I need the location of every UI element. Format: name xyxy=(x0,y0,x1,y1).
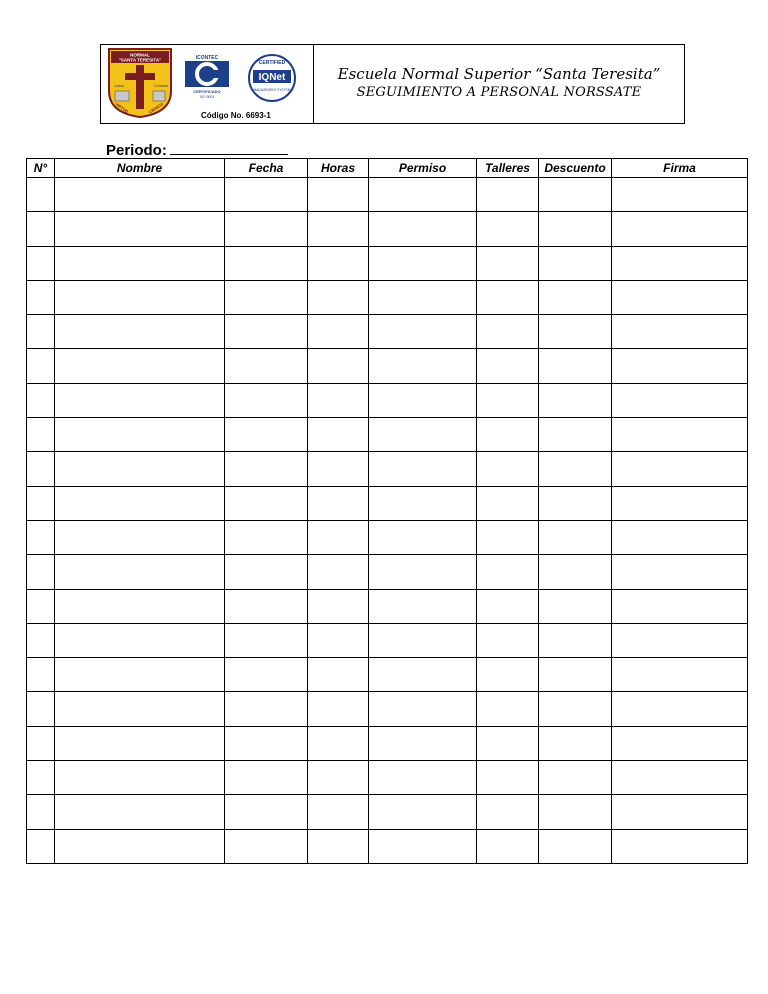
table-row xyxy=(27,212,748,246)
cell-permiso[interactable] xyxy=(369,178,477,212)
cell-descuento[interactable] xyxy=(539,212,612,246)
cell-permiso[interactable] xyxy=(369,246,477,280)
cell-horas[interactable] xyxy=(308,795,369,829)
cell-fecha[interactable] xyxy=(225,761,308,795)
table-row xyxy=(27,418,748,452)
cell-firma[interactable] xyxy=(612,520,748,554)
table-row xyxy=(27,520,748,554)
shield-line2: "SANTA TERESITA" xyxy=(118,57,162,63)
cell-horas[interactable] xyxy=(308,383,369,417)
cell-numero[interactable] xyxy=(27,761,55,795)
periodo-label: Periodo: xyxy=(106,142,167,159)
cell-firma[interactable] xyxy=(612,349,748,383)
cell-permiso[interactable] xyxy=(369,486,477,520)
cell-horas[interactable] xyxy=(308,658,369,692)
cell-nombre[interactable] xyxy=(55,520,225,554)
cell-firma[interactable] xyxy=(612,829,748,863)
cell-talleres[interactable] xyxy=(477,555,539,589)
cell-horas[interactable] xyxy=(308,349,369,383)
cell-nombre[interactable] xyxy=(55,555,225,589)
cell-horas[interactable] xyxy=(308,246,369,280)
cell-descuento[interactable] xyxy=(539,246,612,280)
cell-horas[interactable] xyxy=(308,829,369,863)
table-row xyxy=(27,349,748,383)
table-row xyxy=(27,178,748,212)
tracking-table xyxy=(26,158,748,864)
cell-numero[interactable] xyxy=(27,658,55,692)
shield-motto-right: CIENCIA xyxy=(147,101,165,115)
periodo-field xyxy=(106,140,288,159)
cell-numero[interactable] xyxy=(27,349,55,383)
cell-fecha[interactable] xyxy=(225,486,308,520)
cell-descuento[interactable] xyxy=(539,795,612,829)
logo-area xyxy=(101,45,314,123)
table-row xyxy=(27,589,748,623)
cell-talleres[interactable] xyxy=(477,280,539,314)
cell-descuento[interactable] xyxy=(539,589,612,623)
cell-permiso[interactable] xyxy=(369,795,477,829)
document-code: Código No. 6693-1 xyxy=(201,111,271,120)
cell-talleres[interactable] xyxy=(477,246,539,280)
cell-descuento[interactable] xyxy=(539,178,612,212)
cell-fecha[interactable] xyxy=(225,178,308,212)
table-row xyxy=(27,623,748,657)
table-row xyxy=(27,246,748,280)
cell-descuento[interactable] xyxy=(539,520,612,554)
cell-horas[interactable] xyxy=(308,418,369,452)
cell-fecha[interactable] xyxy=(225,212,308,246)
cell-numero[interactable] xyxy=(27,829,55,863)
cell-talleres[interactable] xyxy=(477,452,539,486)
cell-permiso[interactable] xyxy=(369,761,477,795)
cell-nombre[interactable] xyxy=(55,692,225,726)
table-row xyxy=(27,658,748,692)
cell-numero[interactable] xyxy=(27,315,55,349)
cell-nombre[interactable] xyxy=(55,589,225,623)
cell-firma[interactable] xyxy=(612,761,748,795)
col-header-firma: Firma xyxy=(612,159,748,178)
title-area xyxy=(314,45,684,123)
cell-firma[interactable] xyxy=(612,315,748,349)
cell-descuento[interactable] xyxy=(539,623,612,657)
cell-horas[interactable] xyxy=(308,726,369,760)
cell-fecha[interactable] xyxy=(225,520,308,554)
cell-fecha[interactable] xyxy=(225,452,308,486)
cell-descuento[interactable] xyxy=(539,726,612,760)
col-header-descuento: Descuento xyxy=(539,159,612,178)
table-row xyxy=(27,486,748,520)
cell-nombre[interactable] xyxy=(55,178,225,212)
cell-permiso[interactable] xyxy=(369,726,477,760)
cell-talleres[interactable] xyxy=(477,761,539,795)
col-header-numero: N° xyxy=(27,159,55,178)
cell-descuento[interactable] xyxy=(539,829,612,863)
iqnet-bottom: MANAGEMENT SYSTEM xyxy=(253,88,291,92)
cell-horas[interactable] xyxy=(308,589,369,623)
cell-numero[interactable] xyxy=(27,486,55,520)
cell-nombre[interactable] xyxy=(55,383,225,417)
cell-descuento[interactable] xyxy=(539,486,612,520)
iqnet-logo xyxy=(241,53,303,103)
cell-talleres[interactable] xyxy=(477,692,539,726)
cell-firma[interactable] xyxy=(612,589,748,623)
cell-fecha[interactable] xyxy=(225,246,308,280)
cell-descuento[interactable] xyxy=(539,658,612,692)
cell-permiso[interactable] xyxy=(369,383,477,417)
cell-firma[interactable] xyxy=(612,383,748,417)
cell-horas[interactable] xyxy=(308,212,369,246)
shield-line1: NORMAL xyxy=(130,52,150,58)
cell-permiso[interactable] xyxy=(369,623,477,657)
cell-numero[interactable] xyxy=(27,246,55,280)
icontec-top: ICONTEC xyxy=(195,55,219,61)
cell-talleres[interactable] xyxy=(477,829,539,863)
cell-fecha[interactable] xyxy=(225,418,308,452)
cell-talleres[interactable] xyxy=(477,623,539,657)
school-shield-logo xyxy=(107,47,173,119)
cell-fecha[interactable] xyxy=(225,383,308,417)
cell-permiso[interactable] xyxy=(369,829,477,863)
table-row xyxy=(27,692,748,726)
cell-nombre[interactable] xyxy=(55,452,225,486)
cell-permiso[interactable] xyxy=(369,658,477,692)
cell-descuento[interactable] xyxy=(539,555,612,589)
cell-horas[interactable] xyxy=(308,692,369,726)
cell-numero[interactable] xyxy=(27,383,55,417)
shield-motto-left: VIRTUD xyxy=(114,101,130,115)
cell-descuento[interactable] xyxy=(539,418,612,452)
cell-horas[interactable] xyxy=(308,623,369,657)
cell-horas[interactable] xyxy=(308,178,369,212)
cell-firma[interactable] xyxy=(612,452,748,486)
cell-permiso[interactable] xyxy=(369,315,477,349)
cell-descuento[interactable] xyxy=(539,761,612,795)
cell-horas[interactable] xyxy=(308,520,369,554)
cell-permiso[interactable] xyxy=(369,280,477,314)
icontec-logo xyxy=(181,53,233,99)
cell-talleres[interactable] xyxy=(477,520,539,554)
cell-firma[interactable] xyxy=(612,555,748,589)
cell-nombre[interactable] xyxy=(55,246,225,280)
col-header-horas: Horas xyxy=(308,159,369,178)
cell-fecha[interactable] xyxy=(225,280,308,314)
cell-numero[interactable] xyxy=(27,520,55,554)
cell-talleres[interactable] xyxy=(477,795,539,829)
cell-numero[interactable] xyxy=(27,692,55,726)
table-row xyxy=(27,795,748,829)
cell-fecha[interactable] xyxy=(225,829,308,863)
shield-left-word: Lorica xyxy=(114,84,124,88)
cell-fecha[interactable] xyxy=(225,692,308,726)
cell-nombre[interactable] xyxy=(55,349,225,383)
cell-nombre[interactable] xyxy=(55,418,225,452)
col-header-nombre: Nombre xyxy=(55,159,225,178)
iqnet-top: CERTIFIED xyxy=(258,60,286,66)
school-name: Escuela Normal Superior “Santa Teresita” xyxy=(337,65,661,83)
document-header xyxy=(100,44,685,124)
cell-talleres[interactable] xyxy=(477,178,539,212)
cell-firma[interactable] xyxy=(612,280,748,314)
cell-firma[interactable] xyxy=(612,623,748,657)
cell-nombre[interactable] xyxy=(55,795,225,829)
cell-descuento[interactable] xyxy=(539,452,612,486)
cell-firma[interactable] xyxy=(612,692,748,726)
cell-numero[interactable] xyxy=(27,795,55,829)
cell-talleres[interactable] xyxy=(477,726,539,760)
cell-fecha[interactable] xyxy=(225,623,308,657)
cell-numero[interactable] xyxy=(27,726,55,760)
iqnet-name: IQNet xyxy=(258,72,286,83)
cell-nombre[interactable] xyxy=(55,726,225,760)
cell-firma[interactable] xyxy=(612,418,748,452)
cell-nombre[interactable] xyxy=(55,212,225,246)
cell-fecha[interactable] xyxy=(225,726,308,760)
cell-nombre[interactable] xyxy=(55,280,225,314)
cell-permiso[interactable] xyxy=(369,418,477,452)
cell-talleres[interactable] xyxy=(477,589,539,623)
cell-permiso[interactable] xyxy=(369,692,477,726)
cell-firma[interactable] xyxy=(612,658,748,692)
table-row xyxy=(27,555,748,589)
cell-numero[interactable] xyxy=(27,212,55,246)
cell-firma[interactable] xyxy=(612,212,748,246)
cell-nombre[interactable] xyxy=(55,623,225,657)
cell-firma[interactable] xyxy=(612,726,748,760)
cell-descuento[interactable] xyxy=(539,692,612,726)
cell-numero[interactable] xyxy=(27,555,55,589)
cell-nombre[interactable] xyxy=(55,829,225,863)
table-header-row xyxy=(27,159,748,178)
col-header-talleres: Talleres xyxy=(477,159,539,178)
cell-numero[interactable] xyxy=(27,589,55,623)
cell-talleres[interactable] xyxy=(477,315,539,349)
table-row xyxy=(27,452,748,486)
cell-permiso[interactable] xyxy=(369,555,477,589)
table-body xyxy=(27,178,748,864)
table-row xyxy=(27,315,748,349)
cell-numero[interactable] xyxy=(27,178,55,212)
table-row xyxy=(27,829,748,863)
cell-talleres[interactable] xyxy=(477,383,539,417)
table-row xyxy=(27,726,748,760)
cell-firma[interactable] xyxy=(612,246,748,280)
cell-nombre[interactable] xyxy=(55,658,225,692)
cell-fecha[interactable] xyxy=(225,795,308,829)
cell-horas[interactable] xyxy=(308,555,369,589)
cell-descuento[interactable] xyxy=(539,349,612,383)
periodo-blank-line[interactable] xyxy=(170,140,288,155)
cell-horas[interactable] xyxy=(308,452,369,486)
cell-descuento[interactable] xyxy=(539,280,612,314)
cell-descuento[interactable] xyxy=(539,383,612,417)
cell-descuento[interactable] xyxy=(539,315,612,349)
cell-numero[interactable] xyxy=(27,452,55,486)
cell-nombre[interactable] xyxy=(55,761,225,795)
cell-nombre[interactable] xyxy=(55,486,225,520)
cell-permiso[interactable] xyxy=(369,520,477,554)
cell-fecha[interactable] xyxy=(225,589,308,623)
cell-numero[interactable] xyxy=(27,280,55,314)
cell-horas[interactable] xyxy=(308,486,369,520)
table-row xyxy=(27,761,748,795)
icontec-bottom2: ISO 9001 xyxy=(199,95,215,99)
cell-firma[interactable] xyxy=(612,795,748,829)
cell-permiso[interactable] xyxy=(369,589,477,623)
table-row xyxy=(27,383,748,417)
col-header-permiso: Permiso xyxy=(369,159,477,178)
cell-firma[interactable] xyxy=(612,178,748,212)
cell-talleres[interactable] xyxy=(477,658,539,692)
cell-fecha[interactable] xyxy=(225,555,308,589)
cell-numero[interactable] xyxy=(27,623,55,657)
cell-fecha[interactable] xyxy=(225,658,308,692)
cell-talleres[interactable] xyxy=(477,212,539,246)
cell-nombre[interactable] xyxy=(55,315,225,349)
cell-fecha[interactable] xyxy=(225,349,308,383)
icontec-bottom1: CERTIFICADO xyxy=(193,89,221,94)
cell-numero[interactable] xyxy=(27,418,55,452)
shield-right-word: Córdoba xyxy=(154,84,168,88)
table-row xyxy=(27,280,748,314)
cell-permiso[interactable] xyxy=(369,349,477,383)
cell-horas[interactable] xyxy=(308,280,369,314)
cell-horas[interactable] xyxy=(308,761,369,795)
document-title: SEGUIMIENTO A PERSONAL NORSSATE xyxy=(356,85,642,100)
cell-talleres[interactable] xyxy=(477,418,539,452)
cell-permiso[interactable] xyxy=(369,212,477,246)
cell-talleres[interactable] xyxy=(477,349,539,383)
col-header-fecha: Fecha xyxy=(225,159,308,178)
cell-talleres[interactable] xyxy=(477,486,539,520)
cell-permiso[interactable] xyxy=(369,452,477,486)
cell-horas[interactable] xyxy=(308,315,369,349)
cell-fecha[interactable] xyxy=(225,315,308,349)
cell-firma[interactable] xyxy=(612,486,748,520)
